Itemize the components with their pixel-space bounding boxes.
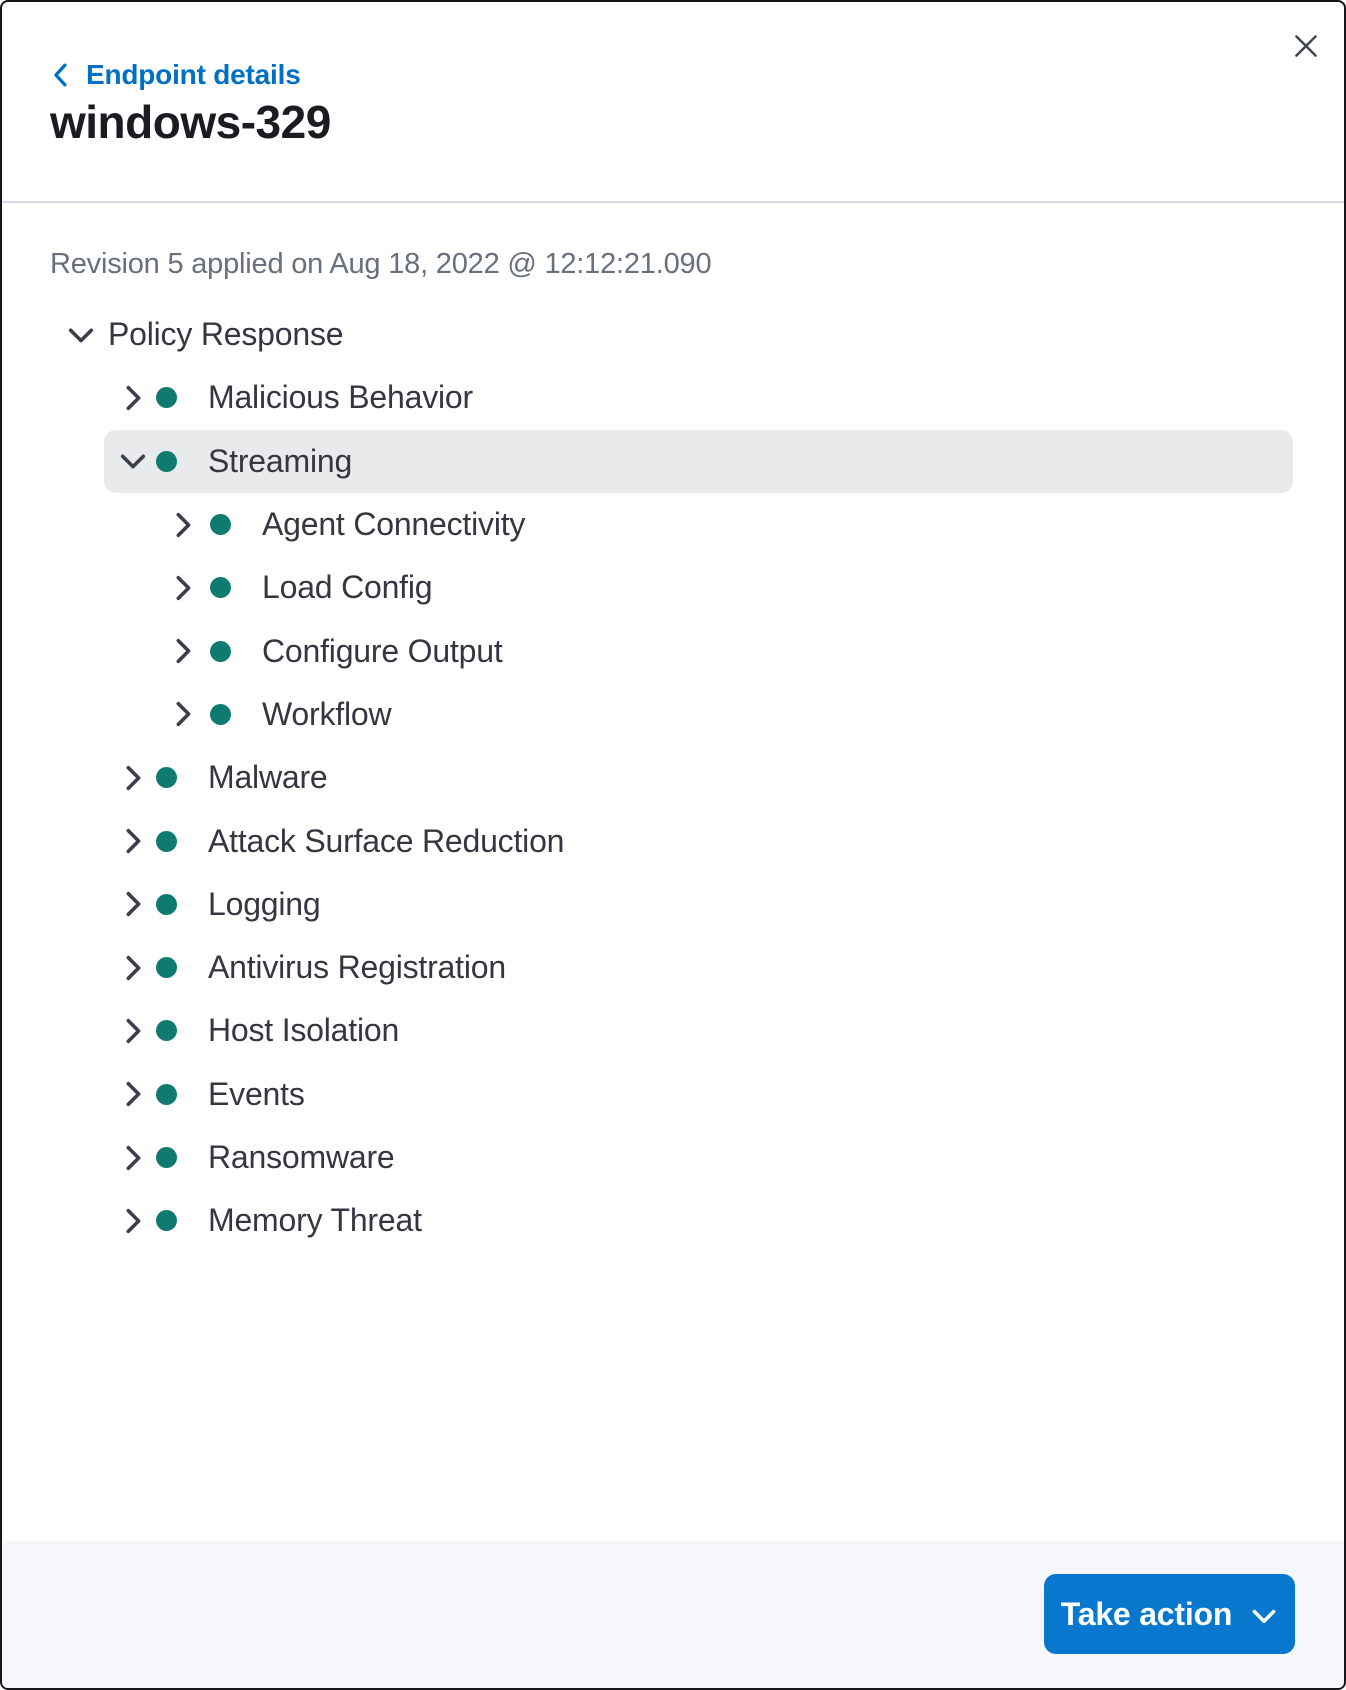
status-dot-icon	[156, 387, 177, 408]
status-dot-icon	[210, 577, 231, 598]
tree-row-label: Logging	[208, 885, 321, 922]
tree-row-host-isolation[interactable]	[104, 999, 1293, 1062]
take-action-button[interactable]	[1044, 1574, 1295, 1654]
tree-row-ransomware[interactable]	[104, 1126, 1293, 1189]
status-dot-icon	[156, 451, 177, 472]
chevron-down-icon[interactable]	[118, 446, 148, 476]
status-dot-icon	[156, 831, 177, 852]
tree-row-logging[interactable]	[104, 873, 1293, 936]
status-dot-icon	[210, 641, 231, 662]
tree-row-label: Policy Response	[108, 316, 344, 353]
header-divider	[2, 201, 1344, 203]
back-link[interactable]	[50, 56, 301, 94]
take-action-label: Take action	[1060, 1595, 1233, 1632]
chevron-right-icon[interactable]	[118, 763, 148, 793]
chevron-right-icon[interactable]	[118, 953, 148, 983]
tree-row-policy-response[interactable]	[62, 303, 1293, 366]
tree-row-configure-output[interactable]	[104, 619, 1293, 682]
tree-row-label: Configure Output	[262, 632, 503, 669]
chevron-down-icon	[1250, 1602, 1278, 1630]
chevron-right-icon[interactable]	[118, 1206, 148, 1236]
tree-row-events[interactable]	[104, 1063, 1293, 1126]
tree-row-label: Memory Threat	[208, 1202, 422, 1239]
tree-row-workflow[interactable]	[104, 683, 1293, 746]
tree-row-label: Workflow	[262, 695, 392, 732]
revision-text: Revision 5 applied on Aug 18, 2022 @ 12:12:21.090	[50, 248, 712, 280]
tree-row-streaming[interactable]	[104, 430, 1293, 493]
tree-row-attack-surface-reduction[interactable]	[104, 809, 1293, 872]
status-dot-icon	[156, 1210, 177, 1231]
chevron-right-icon[interactable]	[168, 636, 198, 666]
status-dot-icon	[210, 704, 231, 725]
tree-row-label: Events	[208, 1075, 305, 1112]
chevron-down-icon[interactable]	[66, 320, 96, 350]
tree-row-label: Ransomware	[208, 1139, 395, 1175]
status-dot-icon	[210, 514, 231, 535]
tree-row-label: Antivirus Registration	[208, 949, 506, 986]
chevron-right-icon[interactable]	[168, 573, 198, 603]
tree-row-agent-connectivity[interactable]	[104, 493, 1293, 556]
tree-row-malicious-behavior[interactable]	[104, 366, 1293, 429]
status-dot-icon	[156, 767, 177, 788]
status-dot-icon	[156, 1147, 177, 1168]
flyout-footer	[2, 1541, 1344, 1688]
tree-row-label: Host Isolation	[208, 1012, 400, 1049]
tree-row-label: Agent Connectivity	[262, 506, 526, 543]
chevron-right-icon[interactable]	[118, 1079, 148, 1109]
tree-row-malware[interactable]	[104, 746, 1293, 809]
page-title: windows-329	[50, 96, 331, 148]
chevron-right-icon[interactable]	[118, 1016, 148, 1046]
tree-row-load-config[interactable]	[104, 556, 1293, 619]
chevron-right-icon[interactable]	[118, 889, 148, 919]
policy-response-tree	[2, 303, 1344, 1252]
close-icon[interactable]	[1284, 24, 1328, 68]
tree-row-label: Load Config	[262, 569, 433, 606]
tree-row-label: Attack Surface Reduction	[208, 822, 565, 859]
status-dot-icon	[156, 1084, 177, 1105]
chevron-right-icon[interactable]	[168, 510, 198, 540]
tree-row-label: Malware	[208, 759, 328, 796]
status-dot-icon	[156, 894, 177, 915]
chevron-right-icon[interactable]	[168, 699, 198, 729]
chevron-right-icon[interactable]	[118, 1143, 148, 1173]
chevron-right-icon[interactable]	[118, 826, 148, 856]
status-dot-icon	[156, 957, 177, 978]
tree-row-memory-threat[interactable]	[104, 1189, 1293, 1252]
chevron-right-icon[interactable]	[118, 383, 148, 413]
tree-row-label: Streaming	[208, 442, 353, 479]
chevron-left-icon	[50, 62, 70, 88]
status-dot-icon	[156, 1020, 177, 1041]
tree-row-antivirus-registration[interactable]	[104, 936, 1293, 999]
back-link-label: Endpoint details	[86, 59, 301, 90]
close-x-icon	[1292, 32, 1320, 60]
tree-row-label: Malicious Behavior	[208, 379, 473, 416]
